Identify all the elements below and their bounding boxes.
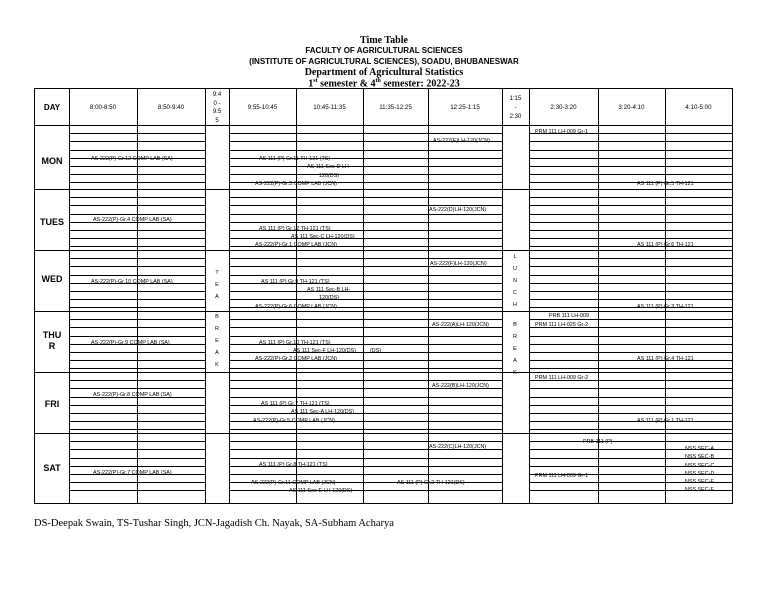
entry-wed-as222f: AS-222(F)LH-120(JCN): [430, 261, 487, 267]
entry-thu-lab9: AS-222(P)-Gr.9 COMP LAB (SA): [91, 340, 170, 346]
timetable-grid: [34, 88, 733, 504]
entry-sat-sece: AS 111 Sec-E LH-120(DS): [289, 488, 353, 494]
day-tuesday: TUES: [39, 217, 64, 227]
entry-sat-prb: PRB 111 (P): [583, 439, 613, 445]
institute-name: (INSTITUTE OF AGRICULTURAL SCIENCES), SOADU, BHUBANESWAR: [249, 57, 519, 66]
entry-fri-lab5: AS-222(P)-Gr.5 COMP LAB (JCN): [253, 418, 335, 424]
entry-fri-lab8: AS-222(P)-Gr.8 COMP LAB (SA): [93, 392, 172, 398]
entry-wed-lab6: AS-222(P)-Gr.6 COMP LAB (JCN): [255, 304, 337, 310]
entry-thu-lab2: AS-222(P)-Gr.2 COMP LAB (JCN): [255, 356, 337, 362]
day-thursday: THU R: [42, 330, 62, 351]
entry-sat-lab7: AS-222(P)-Gr.7 COMP LAB (SA): [93, 470, 172, 476]
entry-mon-as222e: AS-222(E)LH-120(JCN): [433, 138, 490, 144]
col-header-slot3: 9:55-10:45: [247, 104, 278, 111]
entry-thu-secf: AS 111 Sec-F LH-120(DS): [293, 348, 357, 354]
entry-mon-gr5: AS 111 (P) Gr.5 TH-121: [637, 181, 694, 187]
entry-sat-as222c: AS-222(C)LH-120(JCN): [429, 444, 487, 450]
entry-thu-ds: (DS): [370, 348, 382, 354]
entry-mon-secd: AS 111 Sec-D LH-: [307, 164, 351, 170]
col-header-day: DAY: [43, 103, 61, 112]
entry-fri-prm: PRM 111 LH-009 Gr-2: [535, 375, 589, 381]
entry-tue-secc: AS 111 Sec-C LH-120(DS): [291, 234, 355, 240]
entry-sat-nss: NSS SEC-A NSS SEC-B NSS SEC-C NSS SEC-D NSS SEC-E NSS SEC-F: [685, 446, 715, 494]
day-saturday: SAT: [43, 463, 61, 473]
entry-tue-as111-gr12: AS 111 (P) Gr.12 TH-121 (TS): [259, 226, 331, 232]
col-header-tea: 9:4 0 - 9:5 5: [212, 92, 222, 124]
col-header-slot5: 11:35-12:25: [379, 104, 412, 111]
entry-thu-gr4: AS 111 (P) Gr.4 TH-121: [637, 356, 694, 362]
entry-fri-gr1: AS 111 (P) Gr.1 TH-121: [637, 418, 694, 424]
entry-wed-secb: AS 111 Sec-B LH-: [307, 287, 351, 293]
col-header-lunch: 1:15 - 2:30: [509, 96, 522, 120]
col-header-slot1: 8:00-8:50: [89, 104, 117, 111]
entry-mon-prm: PRM 111 LH-009 Gr-1: [535, 129, 589, 135]
entry-thu-prm: PRM 111 LH-025 Gr-2: [535, 322, 589, 328]
semester-line: 1st semester & 4th semester: 2022-23: [308, 78, 460, 90]
entry-mon-as111-gr11: AS 111 (P) Gr.11 TH-121 (TS): [259, 156, 331, 162]
department-name: Department of Agricultural Statistics: [304, 67, 464, 78]
col-header-slot9: 4:10-5:00: [685, 104, 712, 111]
tea-break-label: T E A B R E A K: [215, 270, 219, 368]
entry-fri-seca: AS 111 Sec-A LH-120(DS): [291, 409, 355, 415]
col-header-slot4: 10:45-11:35: [313, 104, 346, 111]
day-friday: FRI: [44, 399, 60, 409]
entry-tue-lab4: AS-222(P)-Gr.4 COMP LAB (SA): [93, 217, 172, 223]
entry-mon-secd-room: 120(DS): [319, 173, 340, 179]
entry-sat-gr2: AS 111 (P) Gr.2 TH-121(DS): [397, 480, 465, 486]
entry-wed-secb-room: 120(DS): [319, 295, 340, 301]
entry-mon-lab12: AS-222(P)-Gr.12 COMP LAB (SA): [91, 156, 173, 162]
entry-wed-lab10: AS-222(P)-Gr.10 COMP LAB (SA): [91, 279, 173, 285]
entry-sat-prm: PRM 111 LH-009 Gr-1: [535, 473, 589, 479]
entry-thu-prb: PRB 111 LH-009: [549, 313, 589, 319]
entry-wed-gr3: AS 111 (P) Gr.3 TH-121: [637, 304, 694, 310]
timetable-title: Time Table: [360, 35, 408, 46]
entry-fri-as222b: AS-222(B)LH-120(JCN): [432, 383, 489, 389]
entry-tue-gr6: AS 111 (P) Gr.6 TH-121: [637, 242, 694, 248]
faculty-name: FACULTY OF AGRICULTURAL SCIENCES: [305, 46, 463, 55]
lunch-break-label: L U N C H B R E A K: [513, 254, 517, 376]
faculty-legend: DS-Deepak Swain, TS-Tushar Singh, JCN-Jagadish Ch. Nayak, SA-Subham Acharya: [34, 518, 394, 529]
entry-sat-lab11: AS-222(P)-Gr.11 COMP LAB (JCN): [251, 480, 336, 486]
entry-sat-as111-gr8: AS 111 (P) Gr.8 TH-121 (TS): [259, 462, 328, 468]
entry-fri-as111-gr7: AS 111 (P) Gr.7 TH-121 (TS): [261, 401, 330, 407]
day-wednesday: WED: [41, 274, 63, 284]
entry-tue-as222d: AS-222(D)LH-120(JCN): [429, 207, 487, 213]
entry-tue-lab1: AS-222(P)-Gr.1 COMP LAB (JCN): [255, 242, 337, 248]
col-header-slot6: 12:25-1:15: [450, 104, 480, 111]
entry-thu-as222a: AS-222(A)LH-120(JCN): [432, 322, 489, 328]
entry-mon-lab3: AS-222(P)-Gr.3 COMP LAB (JCN): [255, 181, 337, 187]
day-monday: MON: [41, 156, 63, 166]
col-header-slot2: 8:50-9:40: [157, 104, 185, 111]
col-header-slot7: 2:30-3:20: [550, 104, 577, 111]
entry-thu-as111-gr10: AS 111 (P) Gr.10 TH-121 (TS): [259, 340, 331, 346]
entry-wed-as111-gr9: AS 111 (P) Gr.9 TH-121 (TS): [261, 279, 330, 285]
col-header-slot8: 3:20-4:10: [618, 104, 645, 111]
